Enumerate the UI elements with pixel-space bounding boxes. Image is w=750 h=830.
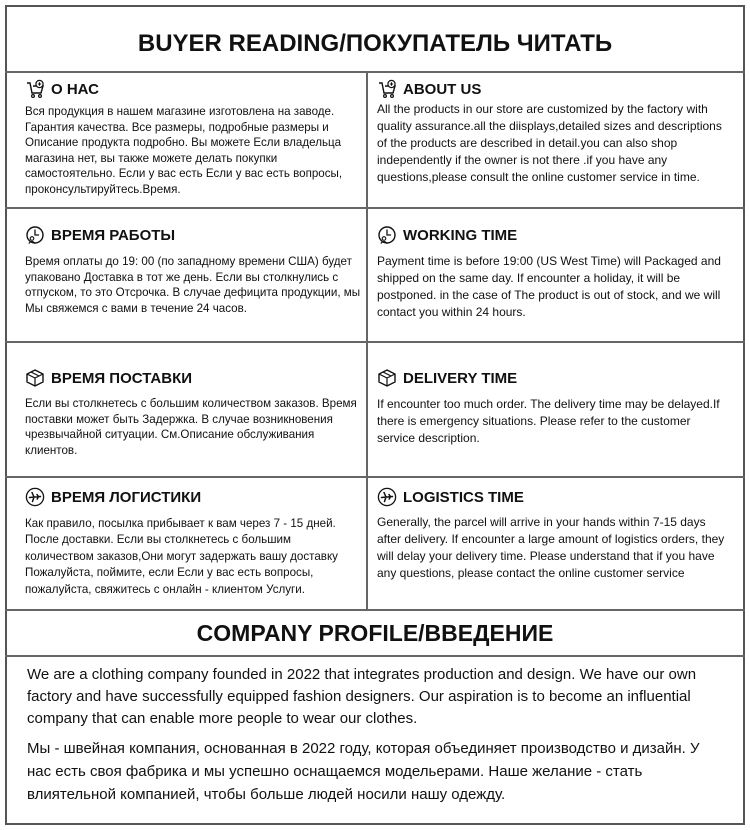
profile-title: COMPANY PROFILE/ВВЕДЕНИЕ [196, 620, 554, 646]
section-heading: WORKING TIME [403, 226, 518, 244]
section-working-ru [25, 224, 361, 339]
section-about-ru [25, 78, 361, 203]
section-text: Вся продукция в нашем магазине изготовлена на заводе. Гарантия качества. Все размеры, подробные размеры и Описание продукта подробно. Вы можете Если владельца магазина нет, вы также можете делать покупки самостоятельно. Если у вас есть Если у вас есть вопросы, проконсультируйтесь.Время. [25, 105, 343, 196]
cart-icon [377, 79, 397, 99]
column-divider [366, 72, 368, 610]
section-text: Время оплаты до 19: 00 (по западному времени США) будет упаковано Доставка в тот же день. Если вы столкнулись с отпуском, то это Отсрочка. В случае дефицита продукции, мы Мы свяжемся с вами в течение 24 часов. [25, 255, 361, 315]
section-text: Payment time is before 19:00 (US West Time) will Packaged and shipped on the same day. If encounter a holiday, it will be postponed. in the case of The product is out of stock, and we will contact you within 24 hours. [377, 254, 721, 319]
clock-person-icon [377, 225, 397, 245]
section-logistics-ru [25, 486, 361, 606]
section-heading: LOGISTICS TIME [403, 488, 524, 506]
section-working-en [377, 224, 727, 339]
section-text: Как правило, посылка прибывает к вам через 7 - 15 дней. После доставки. Если вы столкнетесь с большим количеством заказов,Они могут задержать вашу доставку Пожалуйста, поймите, если Если у вас есть вопросы, пожалуйста, свяжитесь с онлайн - клиентом Услуги. [25, 517, 338, 596]
airplane-icon [25, 487, 45, 507]
section-delivery-ru [25, 367, 361, 472]
divider [5, 476, 745, 478]
section-text: All the products in our store are customized by the factory with quality assurance.all the diisplays,detailed sizes and descriptions of the products are described in detail.you can also shop independently if the owner is not there .if you have any questions,please consult the online customer service in time. [377, 102, 722, 184]
section-heading: ВРЕМЯ ПОСТАВКИ [51, 369, 193, 387]
section-logistics-en [377, 486, 727, 606]
divider [5, 207, 745, 209]
divider [5, 609, 745, 611]
section-heading: ВРЕМЯ РАБОТЫ [51, 226, 176, 244]
package-icon [377, 368, 397, 388]
cart-icon [25, 79, 45, 99]
section-heading: ВРЕМЯ ЛОГИСТИКИ [51, 488, 202, 506]
profile-text-ru: Мы - швейная компания, основанная в 2022 году, которая объединяет производство и дизайн. У нас есть своя фабрика и мы успешно оснащаемся модельерами. Наше желание - стать влиятельной компанией, чтобы больше людей носили нашу одежду. [27, 740, 700, 803]
section-heading: О НАС [51, 80, 99, 98]
package-icon [25, 368, 45, 388]
divider [5, 655, 745, 657]
section-heading: DELIVERY TIME [403, 369, 518, 387]
clock-person-icon [25, 225, 45, 245]
section-text: Generally, the parcel will arrive in your hands within 7-15 days after delivery. If encounter a large amount of logistics orders, they will delay your delivery time. Please understand that if you have any questions, please contact the online customer service [377, 515, 725, 580]
airplane-icon [377, 487, 397, 507]
page-title: BUYER READING/ПОКУПАТЕЛЬ ЧИТАТЬ [137, 30, 613, 57]
section-heading: ABOUT US [403, 80, 482, 98]
section-delivery-en [377, 367, 727, 472]
section-text: If encounter too much order. The delivery time may be delayed.If there is emergency situations. Please refer to the customer service description. [377, 397, 720, 445]
divider [5, 71, 745, 73]
profile-text-en: We are a clothing company founded in 2022 that integrates production and design. We have our own factory and have successfully equipped fashion designers. Our aspiration is to become an influential company that can enable more people to wear our clothes. [27, 666, 697, 727]
section-text: Если вы столкнетесь с большим количеством заказов. Время поставки может быть Задержка. В случае возникновения чрезвычайной ситуации. См.Описание обслуживания клиентов. [25, 397, 357, 457]
divider [5, 341, 745, 343]
section-about-en [377, 78, 727, 203]
